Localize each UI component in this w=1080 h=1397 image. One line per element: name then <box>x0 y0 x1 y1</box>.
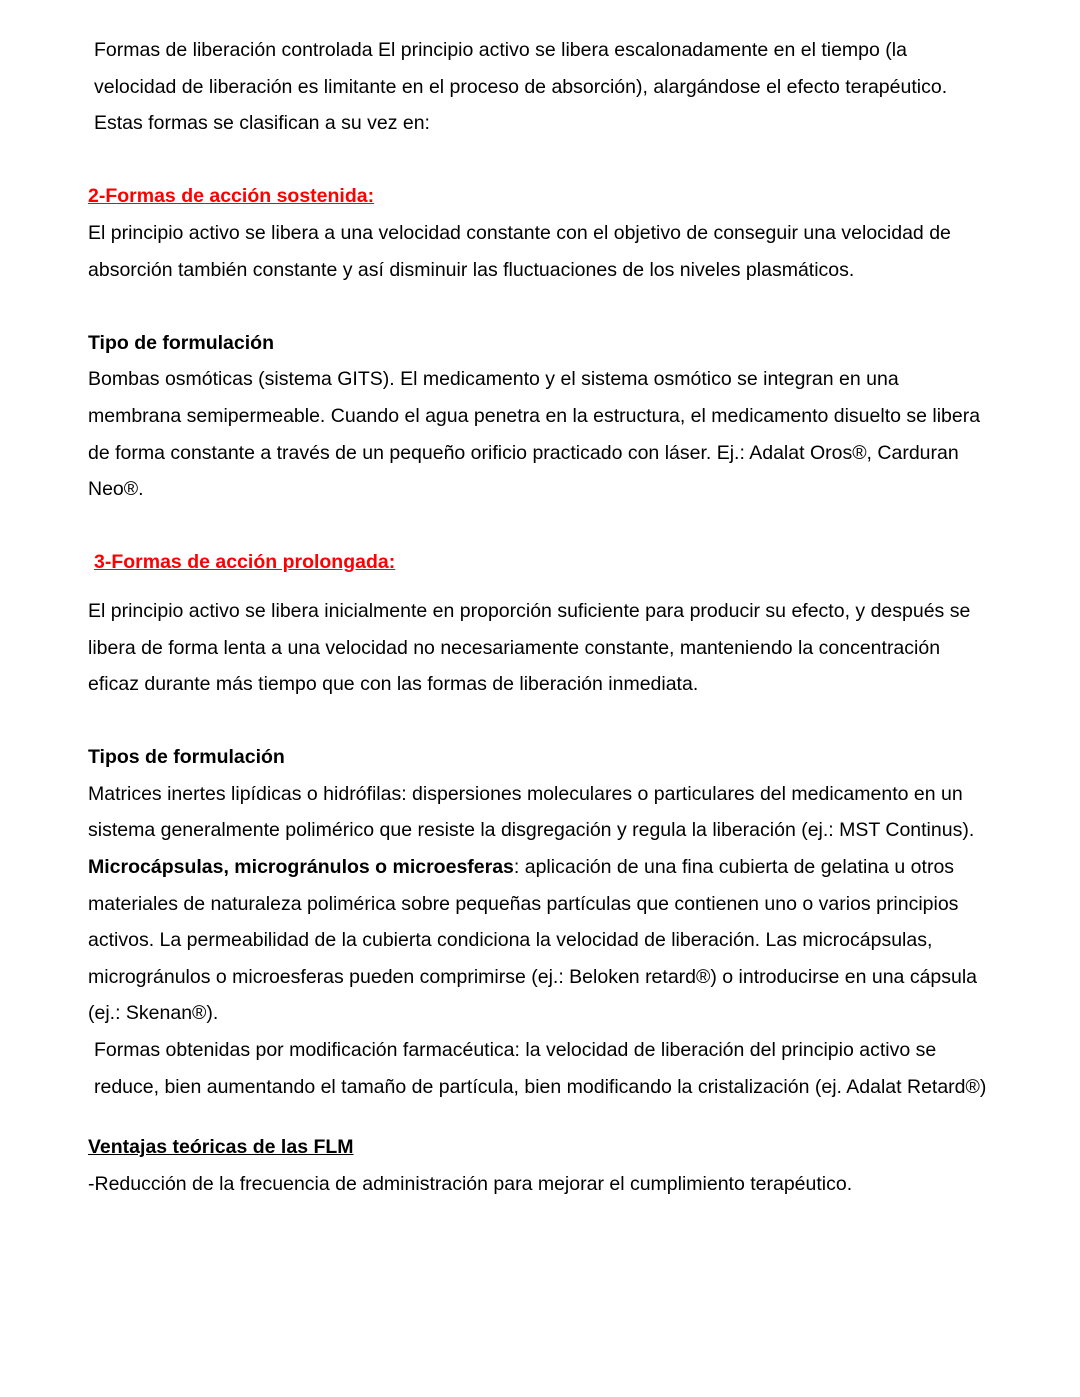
microcapsulas-description: : aplicación de una fina cubierta de gelatina u otros materiales de naturaleza polimérica sobre pequeñas partículas que contienen uno o varios principios activos. La permeabilidad de la cubierta condiciona la velocidad de liberación. Las microcápsulas, microgránulos o microesferas pueden comprimirse (ej.: Beloken retard®) o introducirse en una cápsula (ej.: Skenan®). <box>88 856 978 1025</box>
sostenida-subheading: Tipo de formulación <box>88 331 274 354</box>
section-heading-sostenida: 2-Formas de acción sostenida: <box>88 185 375 208</box>
spacer <box>88 508 988 545</box>
sostenida-formulation: Bombas osmóticas (sistema GITS). El medicamento y el sistema osmótico se integran en una membrana semipermeable. Cuando el agua penetra en la estructura, el medicamento disuelto se libera de forma constante a través de un pequeño orificio practicado con láser. Ej.: Adalat Oros®, Carduran Neo®. <box>88 368 981 501</box>
spacer <box>88 1105 988 1117</box>
prolongada-matrices: Matrices inertes lipídicas o hidrófilas: dispersiones moleculares o particulares del medicamento en un sistema generalmente polimérico que resiste la disgregación y regula la liberación (ej.: MST Continus). <box>88 782 975 842</box>
prolongada-subheading: Tipos de formulación <box>88 746 285 769</box>
document-page <box>88 32 988 1202</box>
spacer <box>88 703 988 740</box>
intro-paragraph: Formas de liberación controlada El principio activo se libera escalonadamente en el tiempo (la velocidad de liberación es limitante en el proceso de absorción), alargándose el efecto terapéutico. <box>94 39 948 98</box>
intro-classification: Estas formas se clasifican a su vez en: <box>94 112 430 135</box>
spacer <box>88 288 988 325</box>
section-heading-prolongada: 3-Formas de acción prolongada: <box>94 551 396 574</box>
ventajas-heading: Ventajas teóricas de las FLM <box>88 1136 354 1159</box>
microcapsulas-term: Microcápsulas, microgránulos o microesferas <box>88 856 514 879</box>
prolongada-body: El principio activo se libera inicialmente en proporción suficiente para producir su efecto, y después se libera de forma lenta a una velocidad no necesariamente constante, manteniendo la concentración eficaz durante más tiempo que con las formas de liberación inmediata. <box>88 599 971 696</box>
ventajas-item: -Reducción de la frecuencia de administración para mejorar el cumplimiento terapéutico. <box>88 1172 853 1195</box>
spacer <box>88 142 988 179</box>
spacer <box>88 581 988 593</box>
prolongada-modificacion: Formas obtenidas por modificación farmacéutica: la velocidad de liberación del principio activo se reduce, bien aumentando el tamaño de partícula, bien modificando la cristalización (ej. Adalat Retard®) <box>94 1039 987 1098</box>
spacer <box>88 1117 988 1129</box>
sostenida-body: El principio activo se libera a una velocidad constante con el objetivo de conseguir una velocidad de absorción también constante y así disminuir las fluctuaciones de los niveles plasmáticos. <box>88 221 951 281</box>
prolongada-microcapsulas <box>88 849 988 1032</box>
